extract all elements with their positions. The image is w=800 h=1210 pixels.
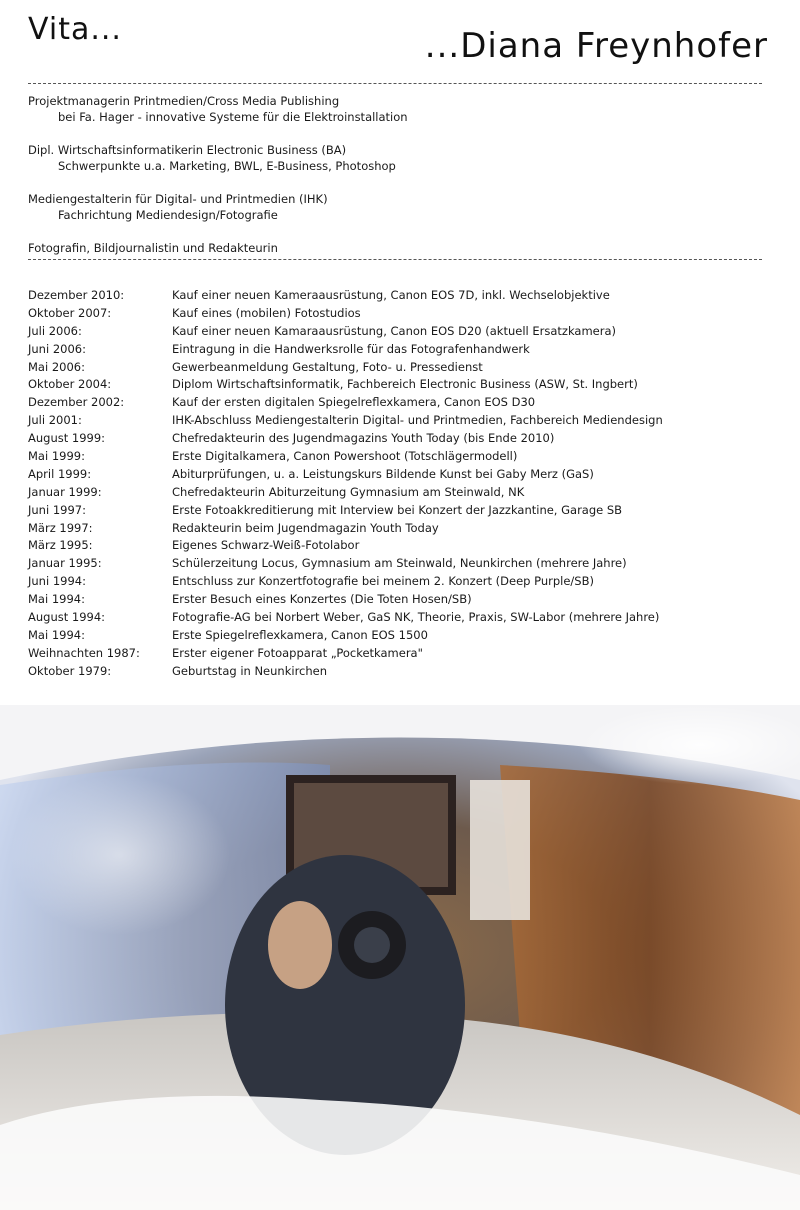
dashed-divider-bottom — [28, 259, 762, 260]
timeline-row — [28, 430, 788, 448]
timeline-date: Juni 1997: — [28, 502, 86, 517]
timeline-date: Dezember 2002: — [28, 395, 125, 410]
timeline-row — [28, 359, 788, 377]
timeline-event: Chefredakteurin des Jugendmagazins Youth Today (bis Ende 2010) — [172, 431, 555, 446]
qualification-subtitle: Schwerpunkte u.a. Marketing, BWL, E-Business, Photoshop — [58, 159, 396, 173]
timeline-event: Entschluss zur Konzertfotografie bei meinem 2. Konzert (Deep Purple/SB) — [172, 574, 594, 589]
timeline-row — [28, 555, 788, 573]
timeline-event: IHK-Abschluss Mediengestalterin Digital- und Printmedien, Fachbereich Mediendesign — [172, 413, 663, 428]
timeline-event: Erster eigener Fotoapparat „Pocketkamera" — [172, 645, 423, 660]
timeline-date: Dezember 2010: — [28, 288, 125, 302]
timeline-event: Kauf der ersten digitalen Spiegelreflexkamera, Canon EOS D30 — [172, 395, 536, 410]
timeline-date: April 1999: — [28, 466, 92, 481]
timeline-row — [28, 609, 788, 627]
timeline-event: Eintragung in die Handwerksrolle für das Fotografenhandwerk — [172, 341, 530, 356]
timeline-row — [28, 412, 788, 430]
timeline-date: Weihnachten 1987: — [28, 645, 140, 660]
timeline-row — [28, 537, 788, 555]
timeline-event: Erste Digitalkamera, Canon Powershoot (Totschlägermodell) — [172, 449, 518, 464]
timeline-date: Juni 2006: — [28, 341, 86, 356]
timeline-date: Oktober 1979: — [28, 663, 112, 678]
self-portrait-photo — [0, 705, 800, 1210]
timeline-row — [28, 287, 788, 305]
timeline-event: Eigenes Schwarz-Weiß-Fotolabor — [172, 538, 360, 553]
timeline-event: Redakteurin beim Jugendmagazin Youth Today — [172, 520, 439, 535]
qualification-item — [28, 240, 768, 256]
qualification-title: Mediengestalterin für Digital- und Printmedien (IHK) — [28, 192, 328, 206]
timeline-event: Erste Fotoakkreditierung mit Interview bei Konzert der Jazzkantine, Garage SB — [172, 502, 623, 517]
qualifications-list — [28, 93, 768, 273]
timeline-row — [28, 376, 788, 394]
timeline-date: März 1997: — [28, 520, 93, 535]
timeline-date: Mai 1994: — [28, 627, 85, 642]
timeline-list — [28, 287, 788, 681]
qualification-title: Projektmanagerin Printmedien/Cross Media Publishing — [28, 94, 340, 108]
timeline-date: Januar 1995: — [28, 556, 102, 571]
timeline-event: Erster Besuch eines Konzertes (Die Toten Hosen/SB) — [172, 592, 472, 607]
timeline-date: März 1995: — [28, 538, 93, 553]
qualification-subtitle: Fachrichtung Mediendesign/Fotografie — [58, 208, 278, 222]
dashed-divider-top — [28, 83, 762, 84]
qualification-title: Dipl. Wirtschaftsinformatikerin Electronic Business (BA) — [28, 143, 347, 157]
timeline-event: Chefredakteurin Abiturzeitung Gymnasium am Steinwald, NK — [172, 484, 525, 499]
qualification-item — [28, 93, 768, 125]
timeline-event: Kauf einer neuen Kamaraausrüstung, Canon EOS D20 (aktuell Ersatzkamera) — [172, 323, 617, 338]
timeline-date: Mai 2006: — [28, 359, 85, 374]
timeline-row — [28, 591, 788, 609]
timeline-event: Schülerzeitung Locus, Gymnasium am Steinwald, Neunkirchen (mehrere Jahre) — [172, 556, 627, 571]
timeline-date: Mai 1994: — [28, 592, 85, 607]
timeline-date: Oktober 2007: — [28, 305, 112, 320]
timeline-event: Erste Spiegelreflexkamera, Canon EOS 1500 — [172, 627, 428, 642]
timeline-date: Mai 1999: — [28, 449, 85, 464]
timeline-row — [28, 341, 788, 359]
timeline-row — [28, 520, 788, 538]
timeline-event: Fotografie-AG bei Norbert Weber, GaS NK, Theorie, Praxis, SW-Labor (mehrere Jahre) — [172, 610, 660, 625]
timeline-event: Kauf einer neuen Kameraausrüstung, Canon EOS 7D, inkl. Wechselobjektive — [172, 288, 610, 302]
qualification-item — [28, 191, 768, 223]
timeline-row — [28, 305, 788, 323]
timeline-row — [28, 573, 788, 591]
reflection-photo-graphic — [0, 705, 800, 1210]
timeline-date: Juni 1994: — [28, 574, 86, 589]
timeline-event: Geburtstag in Neunkirchen — [172, 663, 328, 678]
timeline-event: Kauf eines (mobilen) Fotostudios — [172, 305, 361, 320]
qualification-title: Fotografin, Bildjournalistin und Redakteurin — [28, 241, 278, 255]
timeline-event: Diplom Wirtschaftsinformatik, Fachbereich Electronic Business (ASW, St. Ingbert) — [172, 377, 638, 392]
timeline-row — [28, 627, 788, 645]
vita-heading: Vita... — [28, 12, 122, 47]
timeline-row — [28, 466, 788, 484]
timeline-row — [28, 484, 788, 502]
timeline-event: Abiturprüfungen, u. a. Leistungskurs Bildende Kunst bei Gaby Merz (GaS) — [172, 466, 594, 481]
qualification-item — [28, 142, 768, 174]
timeline-row — [28, 448, 788, 466]
name-heading: ...Diana Freynhofer — [424, 26, 768, 66]
timeline-date: Juli 2006: — [28, 323, 82, 338]
qualification-subtitle: bei Fa. Hager - innovative Systeme für die Elektroinstallation — [58, 110, 408, 124]
timeline-date: Oktober 2004: — [28, 377, 112, 392]
timeline-row — [28, 663, 788, 681]
timeline-date: Juli 2001: — [28, 413, 82, 428]
timeline-row — [28, 645, 788, 663]
timeline-date: August 1994: — [28, 610, 106, 625]
timeline-row — [28, 394, 788, 412]
timeline-row — [28, 323, 788, 341]
timeline-date: Januar 1999: — [28, 484, 102, 499]
timeline-event: Gewerbeanmeldung Gestaltung, Foto- u. Pressedienst — [172, 359, 483, 374]
timeline-row — [28, 502, 788, 520]
timeline-date: August 1999: — [28, 431, 106, 446]
